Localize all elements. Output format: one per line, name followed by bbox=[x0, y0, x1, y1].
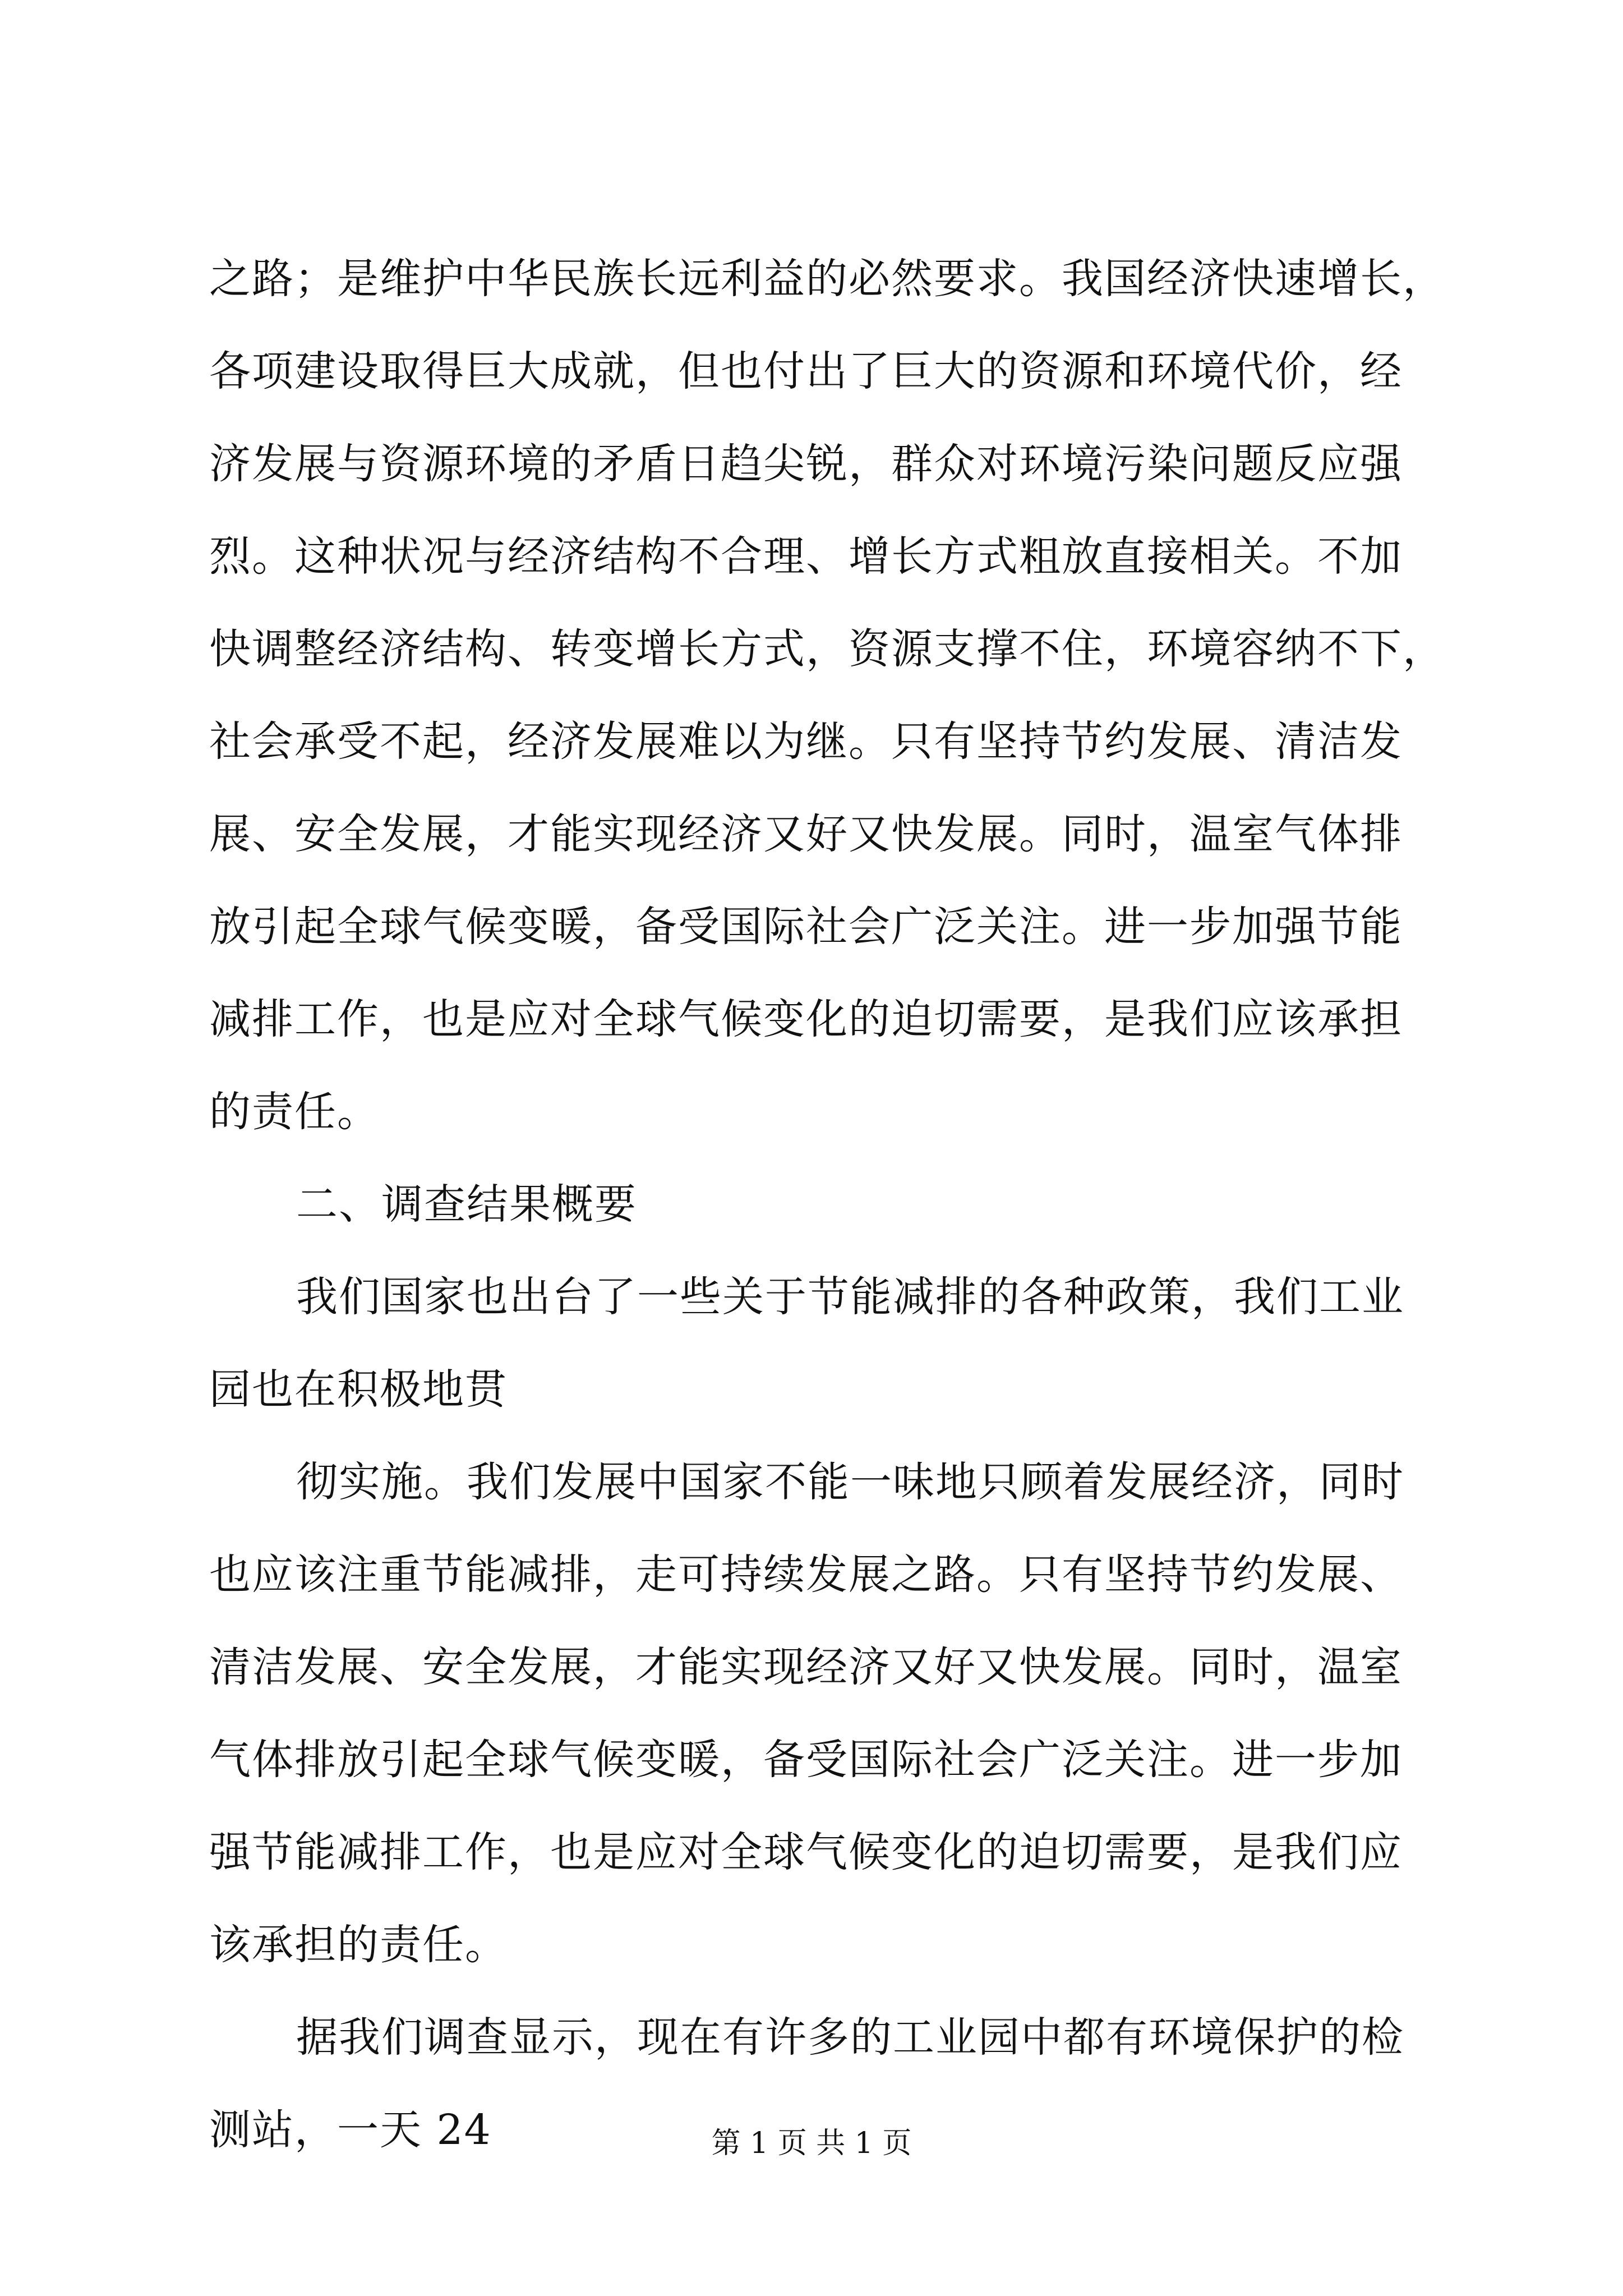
text-line: 据我们调查显示，现在有许多的工业园中都有环境保护的检 bbox=[296, 2013, 1404, 2062]
text-line: 的责任。 bbox=[209, 1088, 380, 1136]
page-footer: 第 1 页 共 1 页 bbox=[711, 2127, 912, 2160]
text-line: 也应该注重节能减排，走可持续发展之路。只有坚持节约发展、 bbox=[209, 1550, 1403, 1599]
text-line: 气体排放引起全球气候变暖，备受国际社会广泛关注。进一步加 bbox=[209, 1736, 1403, 1784]
text-line: 园也在积极地贯 bbox=[209, 1365, 508, 1414]
text-line: 清洁发展、安全发展，才能实现经济又好又快发展。同时，温室 bbox=[209, 1643, 1403, 1691]
text-line: 快调整经济结构、转变增长方式，资源支撑不住，环境容纳不下， bbox=[209, 625, 1445, 673]
text-line: 放引起全球气候变暖，备受国际社会广泛关注。进一步加强节能 bbox=[209, 903, 1403, 951]
text-line: 该承担的责任。 bbox=[209, 1921, 508, 1969]
text-line: 展、安全发展，才能实现经济又好又快发展。同时，温室气体排 bbox=[209, 810, 1403, 858]
text-line: 烈。这种状况与经济结构不合理、增长方式粗放直接相关。不加 bbox=[209, 532, 1403, 581]
text-line: 彻实施。我们发展中国家不能一味地只顾着发展经济，同时 bbox=[296, 1458, 1404, 1506]
text-line: 济发展与资源环境的矛盾日趋尖锐，群众对环境污染问题反应强 bbox=[209, 440, 1403, 488]
text-line: 社会承受不起，经济发展难以为继。只有坚持节约发展、清洁发 bbox=[209, 717, 1403, 766]
text-line: 测站，一天 24 bbox=[209, 2106, 492, 2154]
text-line: 各项建设取得巨大成就，但也付出了巨大的资源和环境代价，经 bbox=[209, 347, 1403, 395]
text-line: 我们国家也出台了一些关于节能减排的各种政策，我们工业 bbox=[296, 1273, 1404, 1321]
text-line: 强节能减排工作，也是应对全球气候变化的迫切需要，是我们应 bbox=[209, 1828, 1403, 1876]
text-line: 之路；是维护中华民族长远利益的必然要求。我国经济快速增长， bbox=[209, 255, 1445, 303]
text-line: 减排工作，也是应对全球气候变化的迫切需要，是我们应该承担 bbox=[209, 995, 1403, 1043]
section-heading: 二、调查结果概要 bbox=[296, 1180, 637, 1228]
